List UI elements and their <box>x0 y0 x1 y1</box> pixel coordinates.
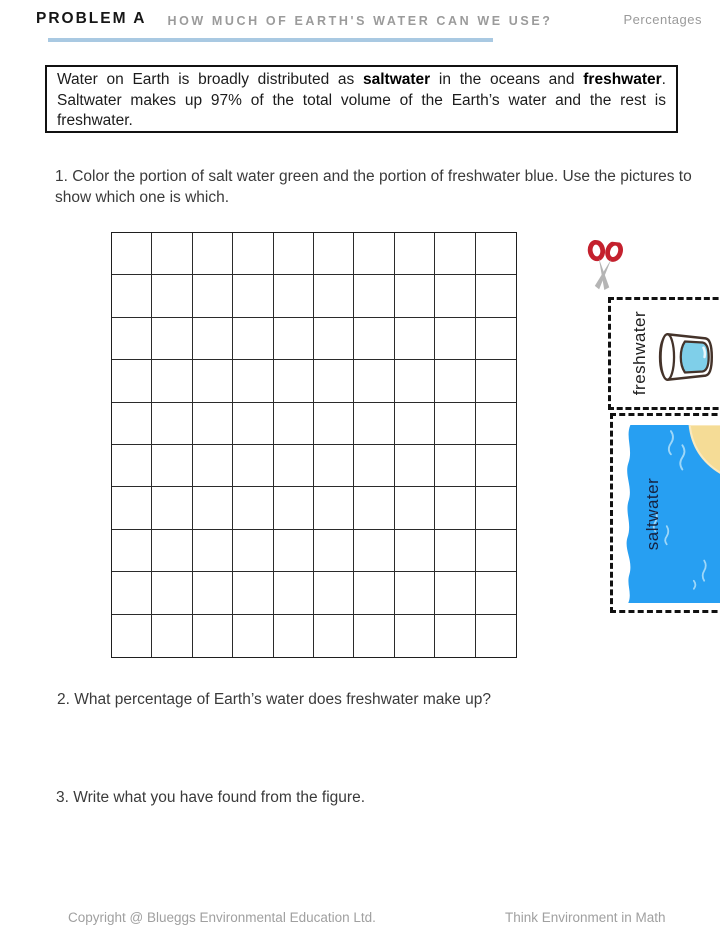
grid-cell <box>354 275 394 317</box>
grid-cell <box>435 615 475 657</box>
grid-cell <box>395 572 435 614</box>
grid-cell <box>193 530 233 572</box>
grid-cell <box>152 572 192 614</box>
footer-tagline: Think Environment in Math <box>505 910 666 925</box>
grid-cell <box>395 487 435 529</box>
grid-cell <box>314 487 354 529</box>
grid-cell <box>314 233 354 275</box>
grid-cell <box>476 572 516 614</box>
grid-cell <box>314 318 354 360</box>
grid-cell <box>314 572 354 614</box>
grid-cell <box>314 403 354 445</box>
grid-cell <box>435 530 475 572</box>
grid-cell <box>274 403 314 445</box>
grid-cell <box>233 487 273 529</box>
grid-cell <box>274 615 314 657</box>
grid-cell <box>354 615 394 657</box>
problem-label: PROBLEM A <box>36 10 147 27</box>
grid-cell <box>233 615 273 657</box>
page-title: HOW MUCH OF EARTH'S WATER CAN WE USE? <box>167 14 553 28</box>
grid-cell <box>476 445 516 487</box>
grid-cell <box>274 487 314 529</box>
grid-cell <box>152 318 192 360</box>
grid-cell <box>354 572 394 614</box>
grid-cell <box>314 530 354 572</box>
grid-cell <box>233 403 273 445</box>
saltwater-card <box>610 413 720 613</box>
grid-cell <box>354 403 394 445</box>
grid-cell <box>354 360 394 402</box>
grid-cell <box>476 530 516 572</box>
grid-cell <box>152 530 192 572</box>
grid-cell <box>193 403 233 445</box>
question-1: 1. Color the portion of salt water green and the portion of freshwater blue. Use the pictures to show which one is which. <box>55 168 692 206</box>
grid-cell <box>112 445 152 487</box>
grid-cell <box>354 318 394 360</box>
grid-cell <box>193 445 233 487</box>
grid-cell <box>435 445 475 487</box>
grid-cell <box>435 360 475 402</box>
grid-cell <box>233 530 273 572</box>
grid-cell <box>152 487 192 529</box>
question-3: 3. Write what you have found from the figure. <box>56 789 366 806</box>
footer-copyright: Copyright @ Blueggs Environmental Education Ltd. <box>68 910 376 925</box>
grid-cell <box>435 572 475 614</box>
grid-cell <box>314 445 354 487</box>
grid-cell <box>233 360 273 402</box>
freshwater-card <box>608 297 720 410</box>
grid-cell <box>193 275 233 317</box>
grid-cell <box>395 530 435 572</box>
grid-cell <box>435 275 475 317</box>
question-2: 2. What percentage of Earth’s water does freshwater make up? <box>57 691 491 708</box>
grid-cell <box>314 275 354 317</box>
topic-label: Percentages <box>623 12 702 27</box>
grid-cell <box>152 615 192 657</box>
grid-cell <box>395 318 435 360</box>
grid-cell <box>476 318 516 360</box>
grid-cell <box>476 233 516 275</box>
grid-cell <box>112 233 152 275</box>
grid-cell <box>395 233 435 275</box>
grid-cell <box>112 530 152 572</box>
grid-cell <box>193 318 233 360</box>
grid-cell <box>274 275 314 317</box>
grid-cell <box>395 615 435 657</box>
grid-cell <box>193 572 233 614</box>
grid-cell <box>152 445 192 487</box>
grid-cell <box>233 233 273 275</box>
grid-cell <box>274 318 314 360</box>
grid-cell <box>152 233 192 275</box>
grid-cell <box>233 275 273 317</box>
grid-cell <box>476 275 516 317</box>
grid-cell <box>395 360 435 402</box>
grid-cell <box>152 360 192 402</box>
grid-cell <box>274 360 314 402</box>
grid-cell <box>112 275 152 317</box>
grid-cell <box>193 360 233 402</box>
grid-cell <box>435 233 475 275</box>
grid-cell <box>435 318 475 360</box>
grid-cell <box>233 318 273 360</box>
grid-cell <box>476 615 516 657</box>
grid-cell <box>193 487 233 529</box>
grid-cell <box>395 403 435 445</box>
grid-cell <box>354 487 394 529</box>
grid-cell <box>152 403 192 445</box>
header-underline <box>48 38 493 42</box>
grid-cell <box>193 615 233 657</box>
grid-cell <box>476 360 516 402</box>
grid-cell <box>354 445 394 487</box>
grid-cell <box>395 275 435 317</box>
grid-cell <box>193 233 233 275</box>
grid-cell <box>354 233 394 275</box>
grid-cell <box>314 615 354 657</box>
grid-cell <box>476 403 516 445</box>
grid-cell <box>112 572 152 614</box>
grid-cell <box>233 445 273 487</box>
freshwater-card-label: freshwater <box>630 310 649 396</box>
grid-cell <box>395 445 435 487</box>
glass-of-water-icon <box>657 328 719 386</box>
grid-cell <box>152 275 192 317</box>
grid-cell <box>435 403 475 445</box>
grid-cell <box>354 530 394 572</box>
intro-box <box>45 65 678 133</box>
grid-cell <box>274 233 314 275</box>
ocean-beach-image <box>621 425 720 603</box>
grid-cell <box>435 487 475 529</box>
grid-cell <box>274 572 314 614</box>
grid-cell <box>233 572 273 614</box>
grid-cell <box>476 487 516 529</box>
grid-cell <box>112 318 152 360</box>
grid-cell <box>112 360 152 402</box>
scissors-icon <box>580 239 627 297</box>
intro-text: Water on Earth is broadly distributed as saltwater in the oceans and freshwater. Saltwater makes up 97% of the total volume of the Earth’s water and the rest is freshwater. <box>57 71 666 129</box>
grid-cell <box>274 445 314 487</box>
grid-cell <box>112 615 152 657</box>
grid-cell <box>274 530 314 572</box>
percent-grid <box>111 232 517 658</box>
grid-cell <box>112 487 152 529</box>
grid-cell <box>314 360 354 402</box>
saltwater-card-label: saltwater <box>643 477 662 551</box>
grid-cell <box>112 403 152 445</box>
